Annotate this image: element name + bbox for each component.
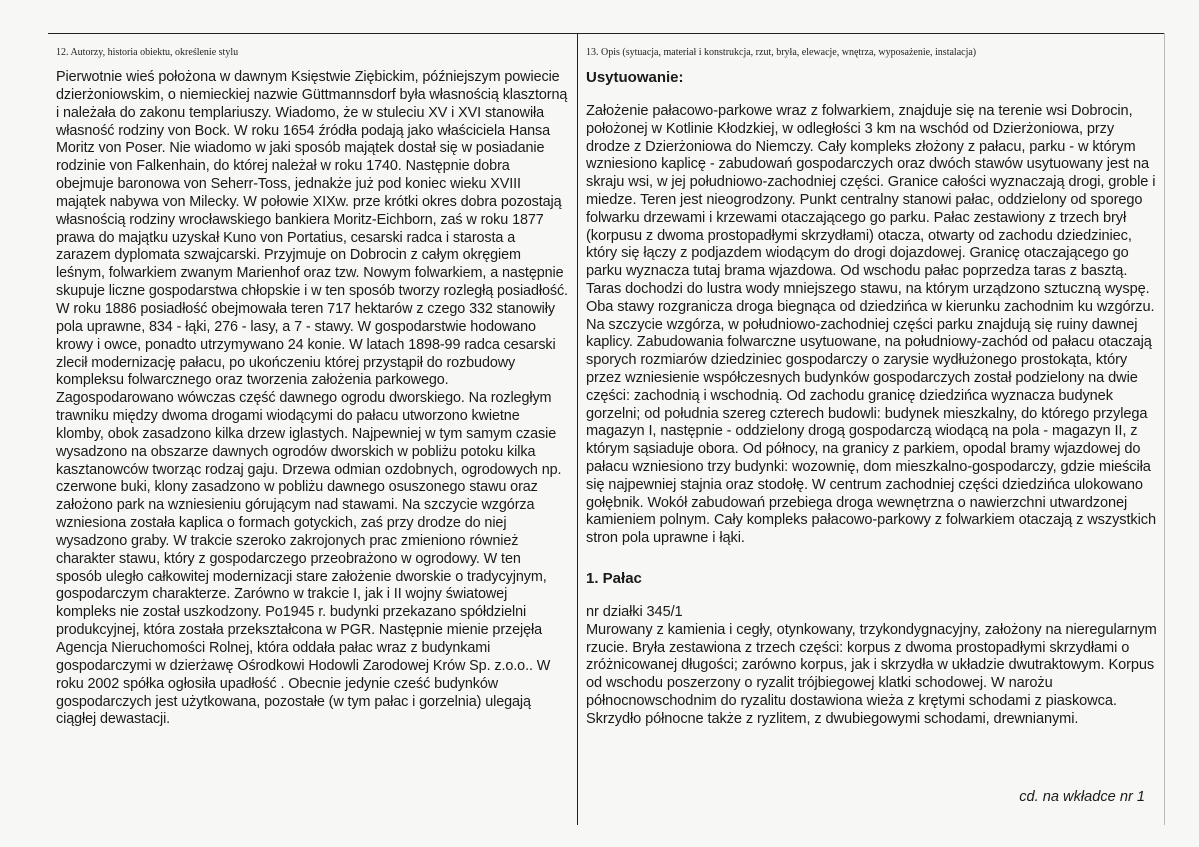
history-heading: 12. Autorzy, historia obiektu, określenie stylu [56,47,239,58]
description-column [586,38,1158,729]
right-border [1164,33,1165,825]
history-text: Pierwotnie wieś położona w dawnym Księstwie Ziębickim, późniejszym powiecie dzierżoniowskim, o niemieckiej nazwie Güttmannsdorf była własnością klasztorną i należała do zakonu templariuszy. Wiadomo, że w stuleciu XV i XVI stanowiła własność rodziny von Bock. W roku 1654 źródła podają jako właściciela Hansa Moritz von Poser. Nie wiadomo w jaki sposób majątek dostał się w posiadanie rodzinie von Falkenhain, do której należał w roku 1740. Następnie dobra obejmuje baronowa von Seherr-Toss, jednakże już pod koniec wieku XVIII majątek nabywa von Milecky. W połowie XIXw. prze krótki okres dobra pozostają własnością rodziny wrocławskiego bankiera Moritz-Eichborn, zaś w roku 1877 prawa do majątku uzyskał Kuno von Portatius, cesarski radca i starosta a zarazem dyplomata szwajcarski. Przyjmuje on Dobrocin z całym okręgiem leśnym, folwarkiem zwanym Marienhof oraz tzw. Nowym folwarkiem, a następnie skupuje liczne gospodarstwa chłopskie i w ten sposób tworzy rozległą posiadłość. W roku 1886 posiadłość obejmowała teren 717 hektarów z czego 332 stanowiły pola uprawne, 834 - łąki, 276 - lasy, a 7 - stawy. W gospodarstwie hodowano krowy i owce, ponadto utrzymywano 24 konie. W latach 1898-99 radca cesarski zlecił modernizację pałacu, po ukończeniu której przystąpił do rozbudowy kompleksu folwarcznego oraz tworzenia założenia parkowego. Zagospodarowano wówczas część dawnego ogrodu dworskiego. Na rozległym trawniku między dwoma drogami wiodącymi do pałacu utworzono kwietne klomby, obok zasadzono kilka drzew iglastych. Najpewniej w tym samym czasie wysadzono na obszarze dawnych ogrodów dworskich w pobliżu potoku kilka kasztanowców tworząc rodzaj gaju. Drzewa odmian ozdobnych, ogrodowych np. czerwone buki, klony zasadzono w pobliżu dawnego osuszonego stawu oraz założono park na wzniesieniu górującym nad stawami. Na szczycie wzgórza wzniesiona została kaplica o formach gotyckich, zaś przy drodze do niej wysadzono graby. W trakcie szeroko zakrojonych prac zmieniono również charakter stawu, który z gospodarczego przeobrażono w ogrodowy. W ten sposób uległo całkowitej modernizacji stare założenie dworskie o tradycyjnym, gospodarczym charakterze. Zarówno w trakcie I, jak i II wojny światowej kompleks nie został uszkodzony. Po1945 r. budynki przekazano spółdzielni produkcyjnej, która została przekształcona w PGR. Następnie mienie przejęła Agencja Nieruchomości Rolnej, która oddała pałac wraz z budynkami gospodarczymi w dzierżawę Ośrodkowi Hodowli Zarodowej Krów Sp. z.o.o.. W roku 2002 spółka ogłosiła upadłość . Obecnie jedynie cześć budynków gospodarczych jest użytkowana, pozostałe (w tym pałac i gorzelnia) ulegają ciągłej dewastacji. [56,69,568,728]
column-divider [577,33,578,825]
description-heading: 13. Opis (sytuacja, materiał i konstrukcja, rzut, bryła, elewacje, wnętrza, wyposażenie, instalacja) [586,47,977,58]
palace-text: Murowany z kamienia i cegły, otynkowany, trzykondygnacyjny, założony na nieregularnym rzucie. Bryła zestawiona z trzech części: korpus z dwoma prostopadłymi skrzydłami o zróżnicowanej długości; zarówno korpus, jak i skrzydła w układzie dwutraktowym. Korpus od wschodu poszerzony o ryzalit trójbiegowej klatki schodowej. W narożu północnowschodnim do ryzalitu dostawiona wieża z krętymi schodami z piaskowca. Skrzydło północne także z ryzlitem, z dwubiegowymi schodami, drewnianymi. [586,621,1157,727]
parcel-number: nr działki 345/1 [586,603,683,620]
continued-note: cd. na wkładce nr 1 [1019,789,1145,805]
palace-title: 1. Pałac [586,569,642,587]
location-title: Usytuowanie: [586,69,684,86]
header-rule [48,33,1165,34]
location-text: Założenie pałacowo-parkowe wraz z folwarkiem, znajduje się na terenie wsi Dobrocin, położonej w Kotlinie Kłodzkiej, w odległości 3 km na wschód od Dzierżoniowa, przy drodze z Dzierżoniowa do Niemczy. Cały kompleks złożony z pałacu, parku - w którym wzniesiono kaplicę - zabudowań gospodarczych oraz dwóch stawów usytuowany jest na skraju wsi, w jej południowo-zachodniej części. Granice całości wyznaczają drogi, groble i miedze. Teren jest nieogrodzony. Punkt centralny stanowi pałac, oddzielony od sporego folwarku drzewami i krzewami otaczającego go parku. Pałac zestawiony z trzech brył (korpusu z dwoma prostopadłymi skrzydłami) otacza, otwarty od zachodu dziedziniec, który się łączy z podjazdem wiodącym do drogi dojazdowej. Granicę otaczającego go parku wyznacza tutaj brama wjazdowa. Od wschodu pałac poprzedza taras z basztą. Taras dochodzi do lustra wody mniejszego stawu, na którym urządzono sztuczną wyspę. Oba stawy rozgranicza droga biegnąca od dziedzińca w kierunku zachodnim ku wzgórzu. Na szczycie wzgórza, w południowo-zachodniej części parku znajdują się ruiny dawnej kaplicy. Zabudowania folwarczne usytuowane, na południowy-zachód od pałacu otaczają sporych rozmiarów dziedziniec gospodarczy o zarysie wydłużonego prostokąta, który przez wzniesienie współczesnych budynków gospodarczych został podzielony na dwie części: zachodnią i wschodnią. Od zachodu granicę dziedzińca wyznacza budynek gorzelni; od południa szereg czterech budowli: budynek mieszkalny, do którego przylega magazyn I, następnie - oddzielony drogą gospodarczą wiodącą na pola - magazyn II, z którym sąsiaduje obora. Od północy, na granicy z parkiem, opodal bramy wjazdowej do pałacu wzniesiono trzy budynki: wozownię, dom mieszkalno-gospodarczy, gdzie mieściła się najpewniej stajnia oraz stodołę. W centrum zachodniej części dziedzińca ulokowano gołębnik. Wokół zabudowań przebiega droga wewnętrzna o nawierzchni utwardzonej kamieniem polnym. Cały kompleks pałacowo-parkowy z folwarkiem otaczają z wszystkich stron pola uprawne i łąki. [586,103,1156,547]
history-column [56,38,568,729]
